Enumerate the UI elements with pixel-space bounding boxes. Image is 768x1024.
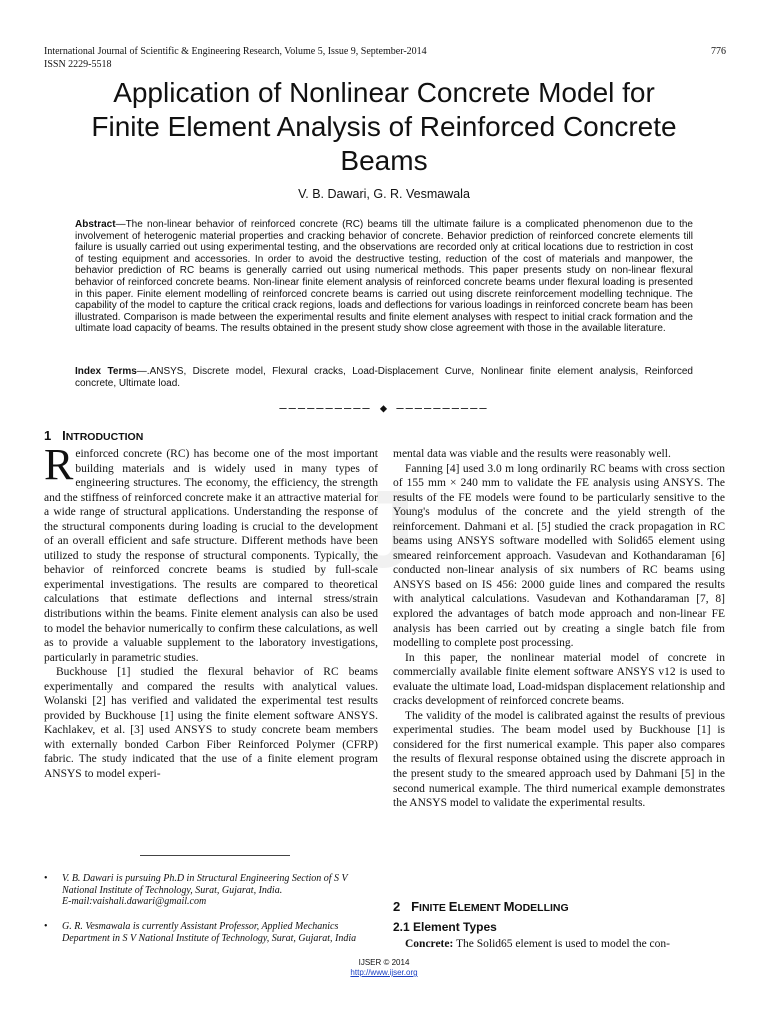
footnote-2-bullet: • <box>44 921 48 932</box>
author-list: V. B. Dawari, G. R. Vesmawala <box>298 187 470 201</box>
footnote-1-text: V. B. Dawari is pursuing Ph.D in Structural Engineering Section of S V National Institute of Technology, Surat, Gujarat, India. <box>62 873 348 896</box>
intro-paragraph-2: Buckhouse [1] studied the flexural behavior of RC beams experimentally and compared the results with analytical values. Wolanski [2] has verified and validated the experimental test results provided by Buckhouse [1] using the finite element software ANSYS. Kachlakev, et al. [3] used ANSYS to study concrete beam members with externally bonded Carbon Fiber Reinforced Polymer (CFRP) fabric. The study indicated that the use of a finite element program ANSYS to model experi- <box>44 666 378 781</box>
footer-copyright: IJSER © 2014 <box>358 958 410 967</box>
concrete-paragraph <box>393 937 725 952</box>
concrete-label: Concrete: <box>405 938 454 950</box>
footnote-1-bullet: • <box>44 873 48 884</box>
page-number: 776 <box>711 46 726 57</box>
footnote-1 <box>44 873 378 908</box>
drop-cap: R <box>44 440 74 489</box>
divider-diamond-icon: ◆ <box>379 401 389 415</box>
abstract-label: Abstract <box>75 219 116 230</box>
section-1-initial: I <box>62 428 66 443</box>
right-column <box>393 447 725 811</box>
left-column <box>44 440 378 782</box>
section-2-rest-2: LEMENT <box>457 902 504 914</box>
section-2-rest-3: ODELLING <box>514 902 569 914</box>
section-divider <box>220 400 548 416</box>
section-2-initial-3: M <box>503 899 515 914</box>
section-2-number: 2 <box>393 899 401 914</box>
index-terms <box>75 366 693 389</box>
right-paragraph-2: In this paper, the nonlinear material model of concrete in commercially available finite element software ANSYS v12 is used to evaluate the ultimate load, Load-midspan displacement relationship and cracks development of reinforced concrete beams. <box>393 651 725 708</box>
section-1-number: 1 <box>44 428 52 443</box>
abstract-text: —The non-linear behavior of reinforced concrete (RC) beams till the ultimate failure is a complicated phenomenon due to the involvement of heterogenic material properties and cracking behavior of concrete. Behavior prediction of reinforced concrete elements till failure is usually carried out using experimental testing, and the observations are recorded only at critical locations due to restriction in cost of testing equipment and accessories. In order to avoid the destructive testing, reduction of the cost of materials and manpower, the behavior prediction of RC beams is generally carried out using numerical methods. This paper presents study on non-linear flexural behavior of reinforced concrete beams. Non-linear finite element analysis of reinforced concrete beams under flexural loading is presented in this paper. Finite element modelling of reinforced concrete beams is carried out using discrete reinforcement modelling technique. The capability of the model to capture the critical crack regions, loads and deflections for various loadings in reinforced concrete beam has been illustrated. Comparison is made between the experimental results and finite element analyses with respect to initial crack formation and the ultimate load capacity of beams. The results obtained in the present study show close agreement with those in the available literature. <box>75 219 693 335</box>
index-terms-label: Index Terms <box>75 366 137 377</box>
divider-right: —————————— <box>396 401 489 415</box>
divider-left: —————————— <box>279 401 372 415</box>
section-2-initial-1: F <box>411 899 420 914</box>
section-2-heading <box>393 899 569 916</box>
section-1-rest: NTRODUCTION <box>65 431 144 443</box>
intro-paragraph-1 <box>44 440 378 665</box>
footer-url-link[interactable]: http://www.ijser.org <box>350 968 418 977</box>
footnote-1-email: E-mail:vaishali.dawari@gmail.com <box>62 896 207 907</box>
section-2-initial-2: E <box>448 899 458 914</box>
intro-paragraph-1-text: einforced concrete (RC) has become one of the most important building materials and is widely used in many types of engineering structures. The economy, the efficiency, the strength and the stiffness of reinforced concrete make it an attractive material for a wide range of structural applications. Understanding the response of the structural components during loading is crucial to the development of an overall efficient and safe structure. Different methods have been utilized to study the response of structural components. Typically, the behavior of reinforced concrete beams is studied by full-scale experimental investigations. The results are compared to theoretical calculations that estimate deflections and internal stress/strain distributions within the beams. Finite element analysis can also be used to model the behavior numerically to confirm these calculations, as well as to provide a valuable supplement to the laboratory investigations, particularly in parametric studies. <box>44 448 378 664</box>
watermark: J <box>354 468 416 591</box>
section-2-rest-1: INITE <box>419 902 449 914</box>
paper-title <box>44 76 724 178</box>
issn-line: ISSN 2229-5518 <box>44 59 112 70</box>
right-paragraph-3: The validity of the model is calibrated against the results of previous experimental studies. The beam model used by Buckhouse [1] is considered for the first numerical example. This paper also compares the results of flexural response obtained using the discrete approach in the present study to the smeared approach used by Dahmani [5] in the second numerical example. The third numerical example demonstrates the ANSYS model to validate the experimental results. <box>393 709 725 810</box>
right-paragraph-0: mental data was viable and the results were reasonably well. <box>393 448 671 460</box>
concrete-text: The Solid65 element is used to model the con- <box>453 938 670 950</box>
index-terms-text: —.ANSYS, Discrete model, Flexural cracks, Load-Displacement Curve, Nonlinear finite element analysis, Reinforced concrete, Ultimate load. <box>75 366 693 389</box>
footnote-rule <box>140 855 290 856</box>
journal-header: International Journal of Scientific & Engineering Research, Volume 5, Issue 9, September-2014 <box>44 46 427 57</box>
footnote-2 <box>44 921 378 944</box>
title-line-1: Application of Nonlinear Concrete Model for <box>113 77 655 108</box>
right-paragraph-1: Fanning [4] used 3.0 m long ordinarily RC beams with cross section of 155 mm × 240 mm to validate the FE analysis using ANSYS. The results of the FE models were found to be particularly sensitive to the Young's modulus of the concrete and the yield strength of the reinforcement. Dahmani et al. [5] studied the crack propagation in RC beams using ANSYS software modelled with Solid65 element using smeared reinforcement approach. Vasudevan and Kothandaraman [6] conducted non-linear analysis of six numbers of RC beams using ANSYS based on IS 456: 2000 guide lines and compared the results with analytical calculations. Vasudevan and Kothandaraman [7, 8] explored the advantages of batch mode approach and non-linear FE analysis has been carried out by creating a single batch file from modelling to complete post processing. <box>393 462 725 650</box>
title-line-3: Beams <box>340 145 428 176</box>
subsection-2-1-heading: 2.1 Element Types <box>393 920 497 934</box>
title-line-2: Finite Element Analysis of Reinforced Concrete <box>91 111 677 142</box>
footnote-2-text: G. R. Vesmawala is currently Assistant Professor, Applied Mechanics Department in S V National Institute of Technology, Surat, Gujarat, India <box>62 921 357 944</box>
abstract <box>75 219 693 335</box>
